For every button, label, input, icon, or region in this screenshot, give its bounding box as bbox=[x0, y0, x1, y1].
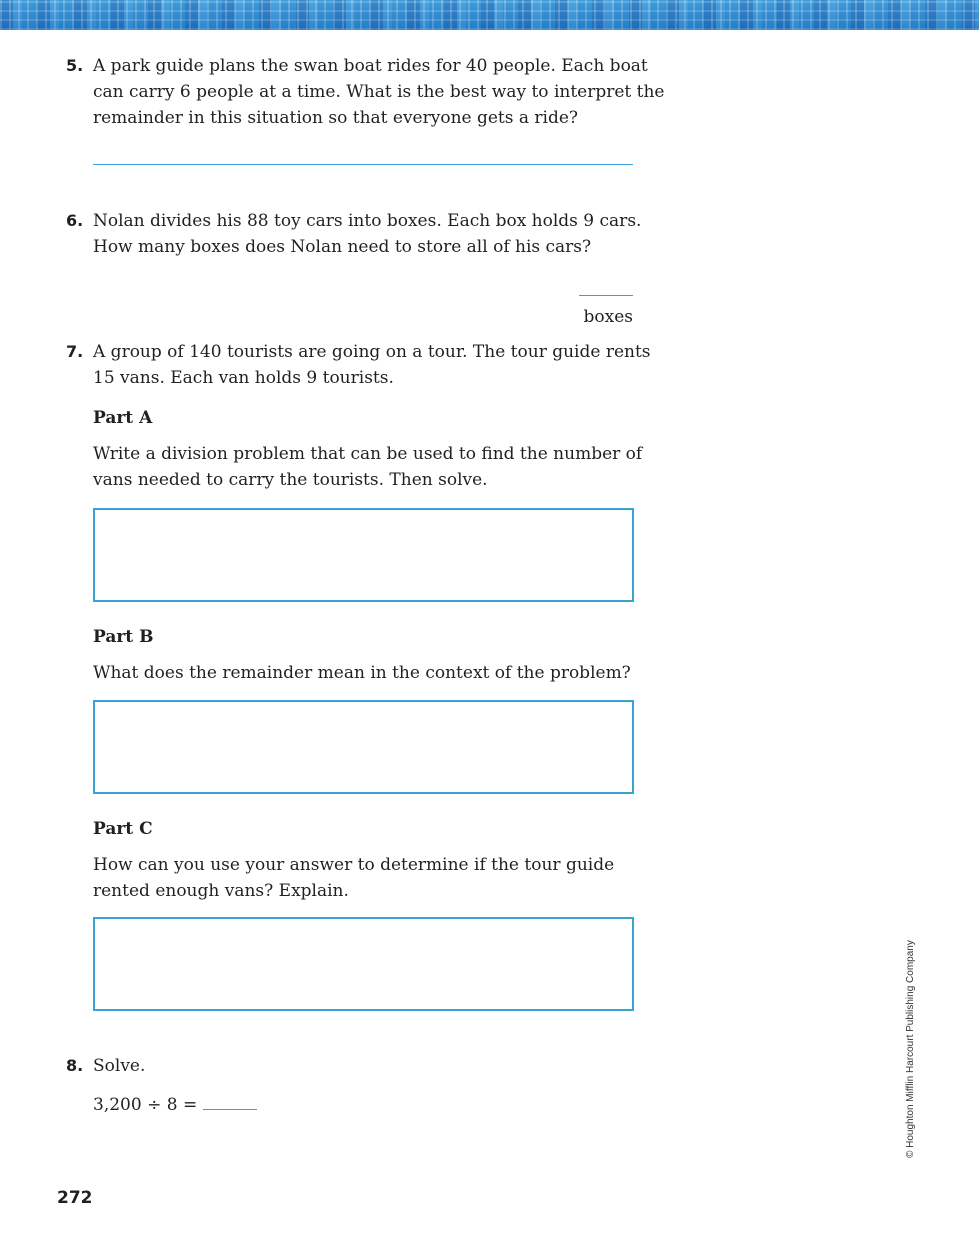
part-b-text bbox=[93, 660, 631, 686]
question-5-number: 5. bbox=[66, 56, 84, 75]
question-6-text bbox=[93, 208, 641, 260]
question-5-answer-line[interactable] bbox=[93, 164, 633, 165]
question-8-equation-row bbox=[93, 1092, 257, 1118]
question-6-line-1: Nolan divides his 88 toy cars into boxes. Each box holds 9 cars. bbox=[93, 211, 642, 231]
question-8-answer-blank[interactable] bbox=[203, 1108, 257, 1110]
part-a-line-2: vans needed to carry the tourists. Then solve. bbox=[93, 470, 488, 490]
question-7-line-1: A group of 140 tourists are going on a tour. The tour guide rents bbox=[93, 342, 651, 362]
question-7-text bbox=[93, 339, 651, 391]
question-7-number: 7. bbox=[66, 342, 84, 361]
part-c-heading: Part C bbox=[93, 819, 153, 839]
part-a-text bbox=[93, 441, 642, 493]
part-c-text bbox=[93, 852, 614, 904]
question-6-number: 6. bbox=[66, 211, 84, 230]
question-8-prompt: Solve. bbox=[93, 1056, 146, 1076]
question-5-line-1: A park guide plans the swan boat rides for 40 people. Each boat bbox=[93, 56, 648, 76]
question-6-answer-blank[interactable] bbox=[579, 294, 633, 296]
decorative-header-band bbox=[0, 0, 979, 30]
part-c-answer-box[interactable] bbox=[93, 917, 634, 1011]
part-a-answer-box[interactable] bbox=[93, 508, 634, 602]
question-6-answer bbox=[528, 278, 633, 330]
question-7-line-2: 15 vans. Each van holds 9 tourists. bbox=[93, 368, 394, 388]
part-b-heading: Part B bbox=[93, 627, 154, 647]
part-b-answer-box[interactable] bbox=[93, 700, 634, 794]
part-a-line-1: Write a division problem that can be used to find the number of bbox=[93, 444, 643, 464]
part-a-heading: Part A bbox=[93, 408, 153, 428]
part-c-line-2: rented enough vans? Explain. bbox=[93, 881, 349, 901]
part-b-line-1: What does the remainder mean in the context of the problem? bbox=[93, 663, 631, 683]
copyright-notice: © Houghton Mifflin Harcourt Publishing Company bbox=[905, 940, 916, 1158]
question-5-text bbox=[93, 53, 665, 131]
question-6-line-2: How many boxes does Nolan need to store all of his cars? bbox=[93, 237, 592, 257]
question-6-answer-unit: boxes bbox=[583, 307, 633, 327]
question-8-number: 8. bbox=[66, 1056, 84, 1075]
question-5-line-2: can carry 6 people at a time. What is the best way to interpret the bbox=[93, 82, 665, 102]
page-number: 272 bbox=[57, 1188, 93, 1208]
part-c-line-1: How can you use your answer to determine if the tour guide bbox=[93, 855, 615, 875]
question-5-line-3: remainder in this situation so that everyone gets a ride? bbox=[93, 108, 579, 128]
question-8-equation: 3,200 ÷ 8 = bbox=[93, 1095, 198, 1115]
